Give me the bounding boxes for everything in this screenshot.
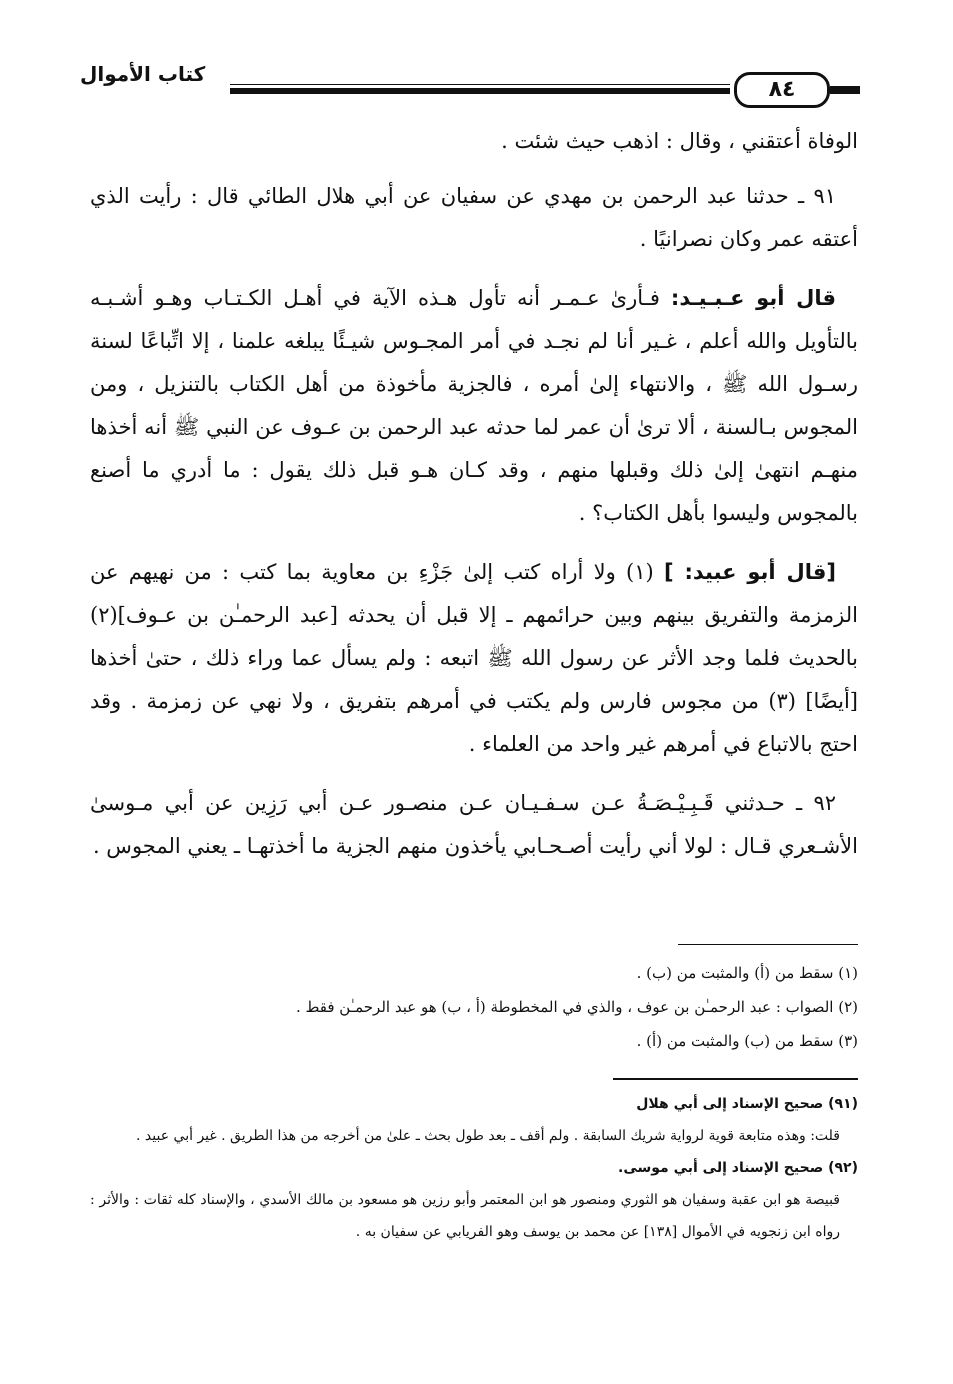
header-rule-thin [230,84,730,85]
takhrij-heading: (٩٢) صحيح الإسناد إلى أبي موسى. [618,1160,858,1176]
footnotes [90,956,858,1058]
footnote: (١) سقط من (أ) والمثبت من (ب) . [636,964,858,982]
hadith-91: ٩١ ـ حدثنا عبد الرحمن بن مهدي عن سفيان عن أبي هلال الطائي قال : رأيت الذي أعتقه عمر وكان نصرانيًا . [90,184,858,251]
takhrij-section [90,1088,858,1248]
speaker-label: [قال أبو عبيد: ] [663,560,836,584]
header-rule-right [830,86,860,94]
paragraph: الوفاة أعتقني ، وقال : اذهب حيث شئت . [501,129,858,153]
footnote: (٢) الصواب : عبد الرحمـٰن بن عوف ، والذي في المخطوطة (أ ، ب) هو عبد الرحمـٰن فقط . [295,998,858,1016]
paragraph [90,551,858,766]
paragraph-text: فـأرىٰ عـمـر أنه تأول هـذه الآية في أهـل الكـتـاب وهـو أشـبـه بالتأويل والله أعلم ، غـير أنا لم نجـد في أمر المجـوس شيـئًا يبلغه علمنا ، إلا اتِّباعًا لسنة رسـول الله ﷺ ، والانتهاء إلىٰ أمره ، فالجزية مأخوذة من أهل الكتاب بالتنزيل ، ومن المجوس بـالسنة ، ألا ترىٰ أن عمر لما حدثه عبد الرحمن بن عـوف عن النبي ﷺ أنه أخذها منهـم انتهىٰ إلىٰ ذلك وقبلها منهم ، وقد كـان هـو قبل ذلك يقول : ما أدري ما أصنع بالمجوس وليسوا بأهل الكتاب؟ . [90,286,858,525]
footnote: (٣) سقط من (ب) والمثبت من (أ) . [636,1032,858,1050]
takhrij-heading: (٩١) صحيح الإسناد إلى أبي هلال [636,1096,858,1112]
book-title: كتاب الأموال [80,62,206,86]
takhrij-text: قبيصة هو ابن عقبة وسفيان هو الثوري ومنصور هو ابن المعتمر وأبو رزين هو مسعود بن مالك الأسدي ، والإسناد كله ثقات : والأثر : رواه ابن زنجويه في الأموال [١٣٨] عن محمد بن يوسف وهو الفريابي عن سفيان به . [90,1192,840,1240]
takhrij-rule [613,1078,858,1080]
running-header [80,62,860,102]
paragraph [90,277,858,535]
header-rule [230,88,730,94]
hadith-92: ٩٢ ـ حـدثني قَـبِـيْـصَـةُ عـن سـفـيـان عـن منصـور عـن أبي رَزِين عن أبي مـوسىٰ الأشـعري قـال : لولا أني رأيت أصـحـابي يأخذون منهم الجزية ما أخذتهـا ـ يعني المجوس . [90,791,858,858]
page-number: ٨٤ [734,72,830,108]
main-text [90,120,858,884]
paragraph-text: (١) ولا أراه كتب إلىٰ جَزْءِ بن معاوية بما كتب : من نهيهم عن الزمزمة والتفريق بينهم وبين حرائمهم ـ إلا قبل أن يحدثه [عبد الرحمـٰن بن عـوف](٢) بالحديث فلما وجد الأثر عن رسول الله ﷺ اتبعه : ولم يسأل عما وراء ذلك ، حتىٰ أخذها [أيضًا] (٣) من مجوس فارس ولم يكتب في أمرهم بتفريق ، ولا نهي عن زمزمة . وقد احتج بالاتباع في أمرهم غير واحد من العلماء . [90,560,858,756]
takhrij-text: قلت: وهذه متابعة قوية لرواية شريك السابقة . ولم أقف ـ بعد طول بحث ـ علىٰ من أخرجه من هذا الطريق . غير أبي عبيد . [136,1128,840,1144]
footnote-rule [678,944,858,945]
speaker-label: قال أبو عـبـيـد: [670,286,836,310]
